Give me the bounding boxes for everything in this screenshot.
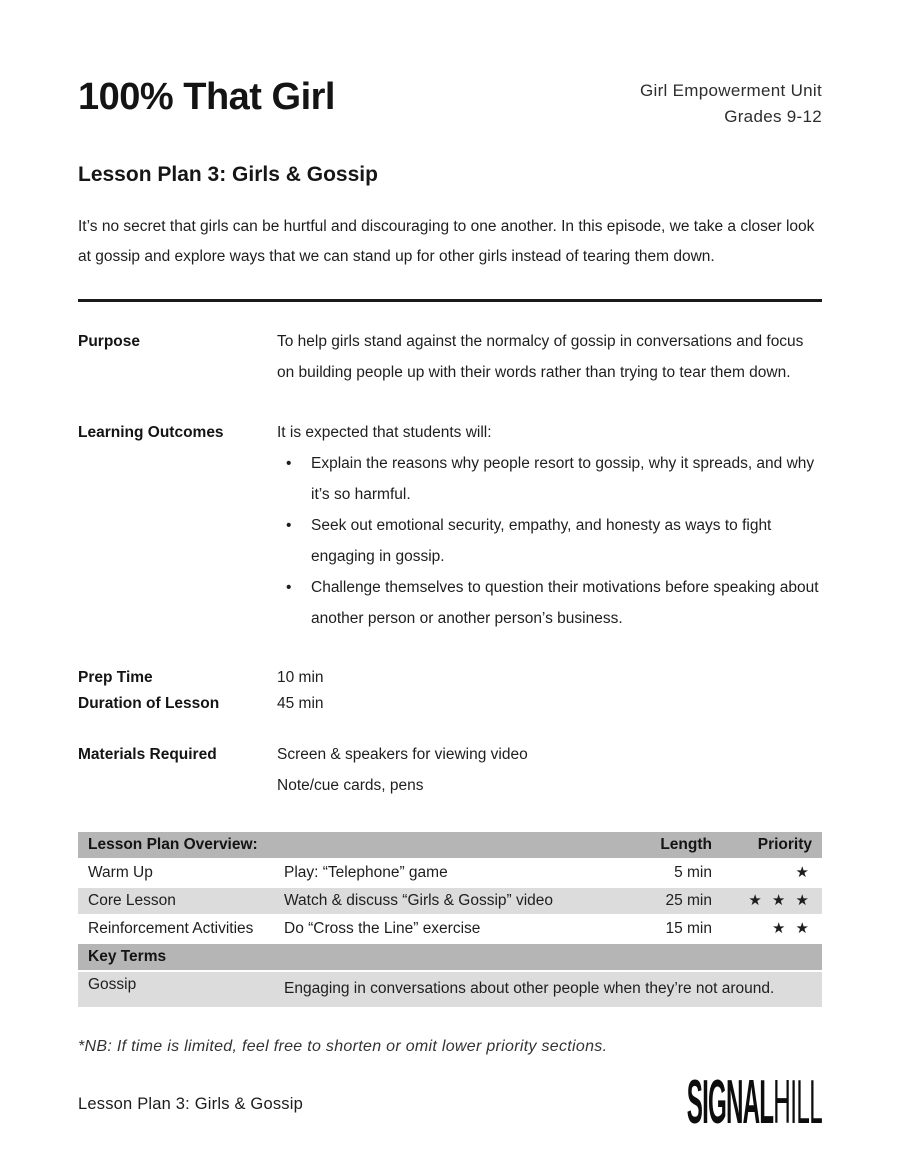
- table-header-length: Length: [630, 832, 722, 858]
- table-header-row: [78, 832, 822, 858]
- length-cell: 15 min: [665, 920, 712, 937]
- outcome-item: • Seek out emotional security, empathy, and honesty as ways to fight engaging in gossip.: [277, 510, 822, 572]
- activity-cell: Core Lesson: [78, 888, 274, 914]
- materials-label: Materials Required: [78, 746, 217, 763]
- activity-cell: Warm Up: [88, 864, 153, 881]
- duration-row: [78, 691, 822, 717]
- prep-time-row: [78, 665, 822, 691]
- description-cell: Watch & discuss “Girls & Gossip” video: [274, 888, 630, 914]
- intro-paragraph: It’s no secret that girls can be hurtful and discouraging to one another. In this episode, we take a closer look at gossip and explore ways that we can stand up for other girls instead of tearing them down.: [78, 218, 815, 265]
- material-item: Note/cue cards, pens: [277, 777, 424, 794]
- outcome-item: • Explain the reasons why people resort to gossip, why it spreads, and why it’s so harmful.: [277, 448, 822, 510]
- description-cell: Play: “Telephone” game: [284, 864, 448, 881]
- signal-hill-logo: [687, 1067, 822, 1138]
- purpose-section: [78, 326, 822, 388]
- priority-stars: ★: [795, 864, 812, 881]
- table-row: [78, 916, 822, 942]
- page-footer: [78, 1067, 822, 1138]
- purpose-text: To help girls stand against the normalcy of gossip in conversations and focus on building people up with their words rather than trying to tear them down.: [277, 333, 804, 381]
- footer-title: Lesson Plan 3: Girls & Gossip: [78, 1094, 303, 1113]
- logo-signal-text: SIGNAL: [686, 1067, 774, 1138]
- timing-section: [78, 665, 822, 717]
- key-term-row: [78, 972, 822, 1007]
- activity-cell: Reinforcement Activities: [88, 920, 254, 937]
- description-cell: Do “Cross the Line” exercise: [284, 920, 481, 937]
- lesson-overview-table: [78, 830, 822, 1009]
- priority-stars: ★ ★ ★: [722, 888, 822, 914]
- outcomes-list: [277, 448, 822, 634]
- outcomes-label: Learning Outcomes: [78, 424, 224, 441]
- length-cell: 5 min: [674, 864, 712, 881]
- outcomes-intro: It is expected that students will:: [277, 424, 492, 441]
- priority-stars: ★ ★: [771, 920, 812, 937]
- materials-content: [277, 739, 822, 801]
- unit-block: [640, 74, 822, 130]
- section-divider: [78, 299, 822, 302]
- material-item: Screen & speakers for viewing video: [277, 746, 528, 763]
- table-row: [78, 860, 822, 886]
- masthead: [78, 74, 822, 130]
- duration-value: 45 min: [277, 695, 324, 712]
- table-row: [78, 888, 822, 914]
- key-terms-header: Key Terms: [78, 944, 822, 970]
- outcomes-content: [277, 417, 822, 634]
- prep-time-value: 10 min: [277, 669, 324, 686]
- term-cell: Gossip: [78, 972, 274, 1007]
- grades-label: Grades 9-12: [724, 107, 822, 126]
- key-terms-header-row: [78, 944, 822, 970]
- outcomes-section: [78, 417, 822, 634]
- definition-text: Engaging in conversations about other people when they’re not around.: [284, 980, 775, 997]
- nb-note: *NB: If time is limited, feel free to shorten or omit lower priority sections.: [78, 1038, 608, 1055]
- purpose-label: Purpose: [78, 333, 141, 350]
- table-header-priority: Priority: [722, 832, 822, 858]
- doc-title: 100% That Girl: [78, 76, 335, 118]
- duration-label: Duration of Lesson: [78, 695, 220, 712]
- materials-section: [78, 739, 822, 801]
- lesson-heading: Lesson Plan 3: Girls & Gossip: [78, 163, 378, 186]
- outcome-item: • Challenge themselves to question their motivations before speaking about another person or another person’s business.: [277, 572, 822, 634]
- table-header-title: Lesson Plan Overview:: [78, 832, 630, 858]
- length-cell: 25 min: [630, 888, 722, 914]
- logo-hill-text: HILL: [773, 1067, 822, 1138]
- prep-time-label: Prep Time: [78, 669, 153, 686]
- unit-name: Girl Empowerment Unit: [639, 81, 822, 100]
- definition-cell: [274, 972, 822, 1007]
